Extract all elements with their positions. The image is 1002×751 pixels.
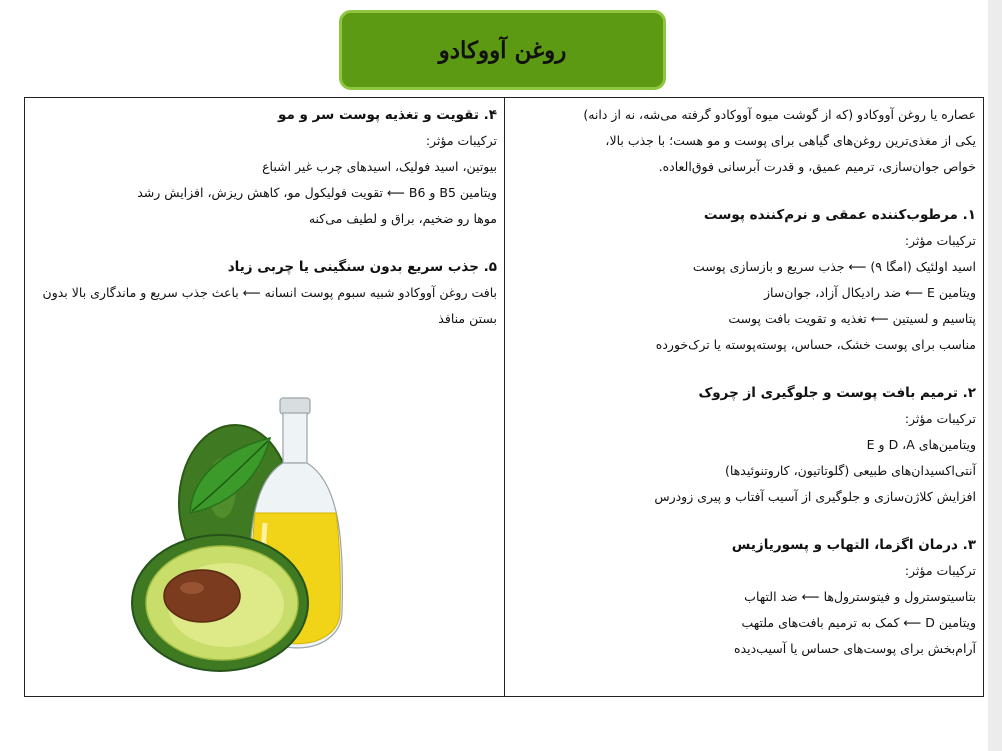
page-title: روغن آووکادو [438,36,567,64]
section-heading: ۴. تقویت و تغذیه پوست سر و مو [277,107,497,123]
section-moisturizer [511,202,976,358]
avocado-seed [164,570,240,622]
section-paragraph: بافت روغن آووکادو شبیه سبوم پوست انسانه ⟵ باعث جذب سریع و ماندگاری بالا بدون بستن منافذ [42,285,497,326]
ingredients-label: ترکیبات مؤثر: [904,563,976,578]
section-heading: ۵. جذب سریع بدون سنگینی یا چربی زیاد [227,259,497,275]
section-line: مناسب برای پوست خشک، حساس، پوسته‌پوسته یا ترک‌خورده [655,337,976,352]
title-banner [339,10,666,90]
section-line: ویتامین D ⟵ کمک به ترمیم بافت‌های ملتهب [741,615,976,630]
ingredients-label: ترکیبات مؤثر: [425,133,497,148]
section-heading: ۳. درمان اگزما، التهاب و پسوریازیس [731,537,976,553]
intro-line: عصاره یا روغن آووکادو (که از گوشت میوه آووکادو گرفته می‌شه، نه از دانه) [583,107,976,122]
ingredients-label: ترکیبات مؤثر: [904,411,976,426]
ingredients-label: ترکیبات مؤثر: [904,233,976,248]
section-line: بیوتین، اسید فولیک، اسیدهای چرب غیر اشباع [262,159,497,174]
bottle-cork [280,398,310,414]
section-anti-wrinkle [511,380,976,510]
section-line: موها رو ضخیم، براق و لطیف می‌کنه [308,211,497,226]
section-line: آرام‌بخش برای پوست‌های حساس یا آسیب‌دیده [734,641,976,656]
right-column [505,98,983,696]
section-heading: ۲. ترمیم بافت پوست و جلوگیری از چروک [698,385,976,401]
section-line: ویتامین‌های D ،A و E [866,437,976,452]
section-line: آنتی‌اکسیدان‌های طبیعی (گلوتاتیون، کاروتنوئیدها) [724,463,976,478]
left-column [25,98,504,696]
section-absorption [31,254,497,332]
intro-paragraph [511,102,976,180]
section-line: بتاسیتوسترول و فیتوسترول‌ها ⟵ ضد التهاب [744,589,976,604]
content-table [24,97,984,697]
section-line: ویتامین E ⟵ ضد رادیکال آزاد، جوان‌ساز [763,285,976,300]
section-eczema [511,532,976,662]
avocado-oil-bottle-illustration [130,393,345,683]
section-line: اسید اولئیک (امگا ۹) ⟵ جذب سریع و بازسازی پوست [692,259,976,274]
intro-line: یکی از مغذی‌ترین روغن‌های گیاهی برای پوست و مو هست؛ با جذب بالا، [605,133,976,148]
section-line: پتاسیم و لسیتین ⟵ تغذیه و تقویت بافت پوست [728,311,976,326]
section-hair [31,102,497,232]
intro-line: خواص جوان‌سازی، ترمیم عمیق، و قدرت آبرسانی فوق‌العاده. [658,159,976,174]
bottle-neck [283,413,307,463]
section-line: افزایش کلاژن‌سازی و جلوگیری از آسیب آفتاب و پیری زودرس [654,489,976,504]
section-line: ویتامین B5 و B6 ⟵ تقویت فولیکول مو، کاهش ریزش، افزایش رشد [137,185,497,200]
section-heading: ۱. مرطوب‌کننده عمقی و نرم‌کننده پوست [703,207,976,223]
